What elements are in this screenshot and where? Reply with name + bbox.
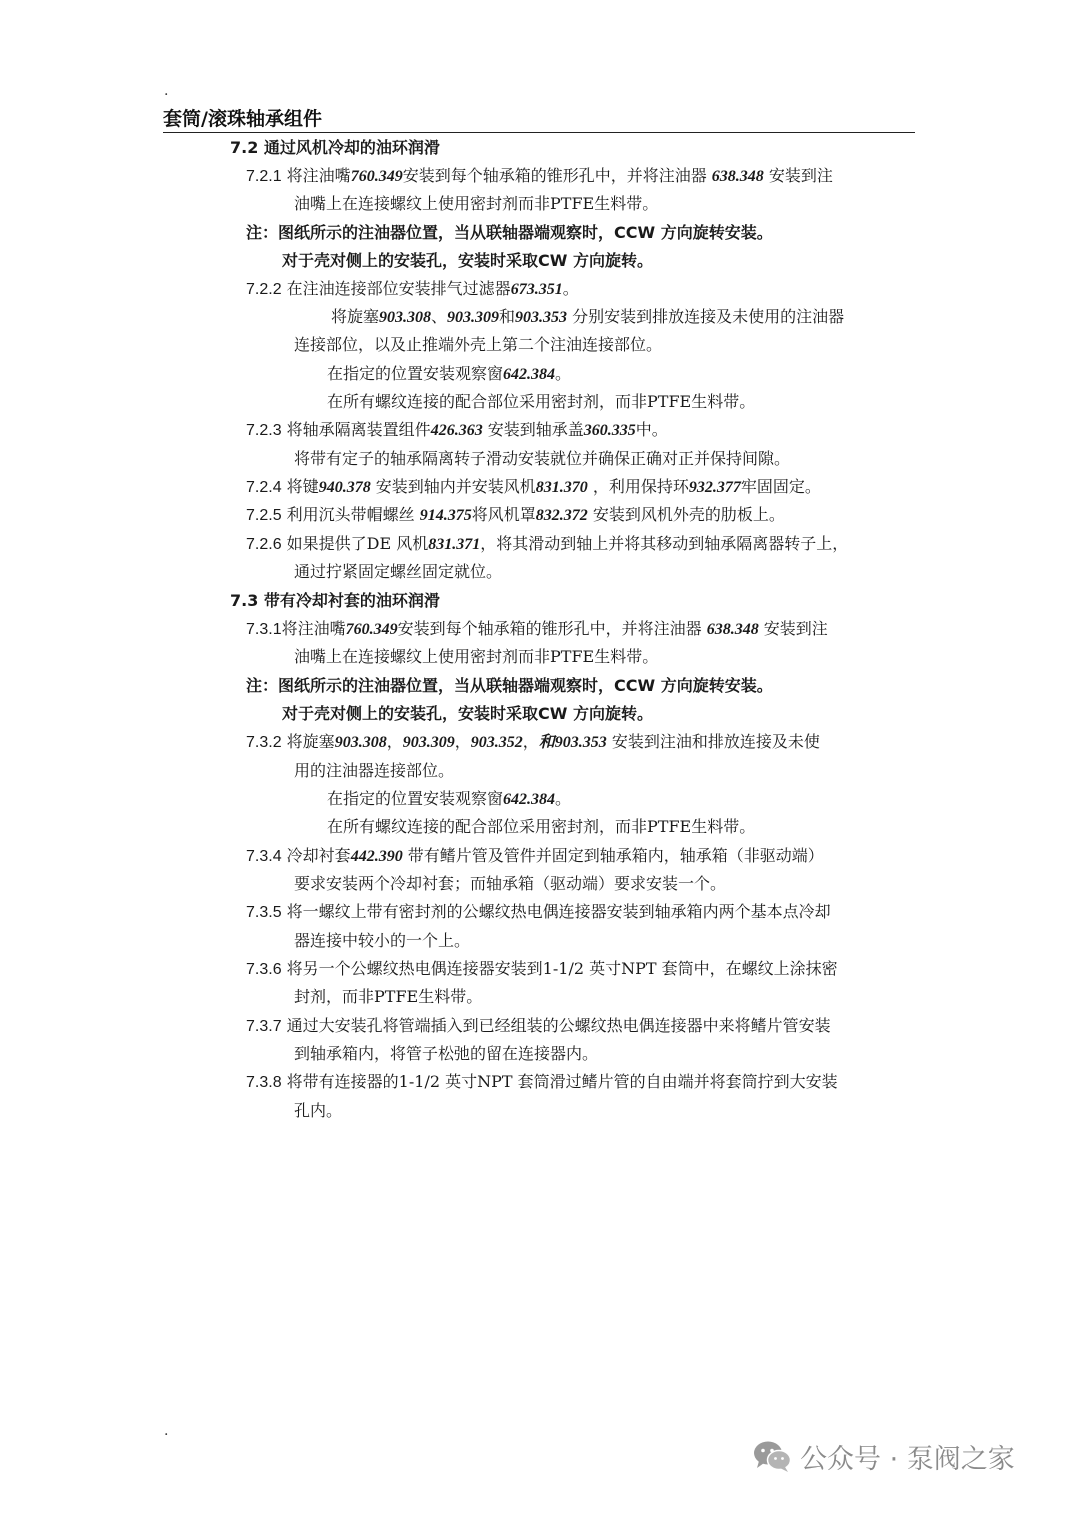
item-7-2-6-cont: 通过拧紧固定螺丝固定就位。 <box>294 562 503 581</box>
item-7-3-8-cont: 孔内。 <box>294 1101 343 1120</box>
item-7-2-3: 7.2.3 将轴承隔离装置组件426.363 安装到轴承盖360.335中。 <box>246 420 668 439</box>
top-mark: . <box>164 83 169 99</box>
item-7-2-2-sealant: 在所有螺纹连接的配合部位采用密封剂，而非PTFE生料带。 <box>327 392 756 411</box>
item-7-3-1: 7.3.1将注油嘴760.349安装到每个轴承箱的锥形孔中，并将注油器 638.348 安装到注 <box>246 619 828 638</box>
note-7-3-line1: 注：图纸所示的注油器位置，当从联轴器端观察时，CCW 方向旋转安装。 <box>246 676 773 695</box>
section-heading-7-2: 7.2 通过风机冷却的油环润滑 <box>230 138 440 157</box>
item-7-2-2-window: 在指定的位置安装观察窗642.384。 <box>327 364 572 383</box>
item-7-2-4: 7.2.4 将键940.378 安装到轴内并安装风机831.370 ，利用保持环932.377牢固固定。 <box>246 477 821 496</box>
item-7-3-6: 7.3.6 将另一个公螺纹热电偶连接器安装到1-1/2 英寸NPT 套筒中，在螺纹上涂抹密 <box>246 959 838 978</box>
page-header <box>163 106 915 133</box>
item-7-3-6-cont: 封剂，而非PTFE生料带。 <box>294 987 483 1006</box>
item-7-2-2-cont: 连接部位，以及止推端外壳上第二个注油连接部位。 <box>294 335 663 354</box>
note-7-3-line2: 对于壳对侧上的安装孔，安装时采取CW 方向旋转。 <box>282 704 653 723</box>
watermark-text: 公众号 · 泵阀之家 <box>800 1443 1015 1475</box>
bottom-mark: . <box>164 1423 169 1439</box>
item-7-2-3-cont: 将带有定子的轴承隔离转子滑动安装就位并确保正确对正并保持间隙。 <box>294 449 791 468</box>
item-7-2-1-cont: 油嘴上在连接螺纹上使用密封剂而非PTFE生料带。 <box>294 194 659 213</box>
item-7-3-4: 7.3.4 冷却衬套442.390 带有鳍片管及管件并固定到轴承箱内，轴承箱（非驱动端） <box>246 846 824 865</box>
watermark <box>752 1436 1015 1476</box>
item-7-3-2-cont: 用的注油器连接部位。 <box>294 761 455 780</box>
item-7-3-2: 7.3.2 将旋塞903.308，903.309，903.352，和903.353 安装到注油和排放连接及未使 <box>246 732 820 751</box>
item-7-3-1-cont: 油嘴上在连接螺纹上使用密封剂而非PTFE生料带。 <box>294 647 659 666</box>
note-7-2-line1: 注：图纸所示的注油器位置，当从联轴器端观察时，CCW 方向旋转安装。 <box>246 223 773 242</box>
item-7-3-7: 7.3.7 通过大安装孔将管端插入到已经组装的公螺纹热电偶连接器中来将鳍片管安装 <box>246 1016 831 1035</box>
item-7-3-4-cont: 要求安装两个冷却衬套；而轴承箱（驱动端）要求安装一个。 <box>294 874 727 893</box>
section-heading-7-3: 7.3 带有冷却衬套的油环润滑 <box>230 591 440 610</box>
item-7-3-2-sealant: 在所有螺纹连接的配合部位采用密封剂，而非PTFE生料带。 <box>327 817 756 836</box>
note-7-2-line2: 对于壳对侧上的安装孔，安装时采取CW 方向旋转。 <box>282 251 653 270</box>
item-7-2-1: 7.2.1 将注油嘴760.349安装到每个轴承箱的锥形孔中，并将注油器 638.348 安装到注 <box>246 166 833 185</box>
item-7-3-8: 7.3.8 将带有连接器的1-1/2 英寸NPT 套筒滑过鳍片管的自由端并将套筒拧到大安装 <box>246 1072 838 1091</box>
wechat-icon <box>752 1438 792 1474</box>
item-7-2-5: 7.2.5 利用沉头带帽螺丝 914.375将风机罩832.372 安装到风机外壳的肋板上。 <box>246 505 785 524</box>
header-title: 套筒/滚珠轴承组件 <box>163 108 322 130</box>
item-7-2-2: 7.2.2 在注油连接部位安装排气过滤器673.351。 <box>246 279 579 298</box>
item-7-3-2-window: 在指定的位置安装观察窗642.384。 <box>327 789 572 808</box>
item-7-2-6: 7.2.6 如果提供了DE 风机831.371，将其滑动到轴上并将其移动到轴承隔离器转子上， <box>246 534 849 553</box>
item-7-3-5-cont: 器连接中较小的一个上。 <box>294 931 471 950</box>
item-7-3-7-cont: 到轴承箱内，将管子松弛的留在连接器内。 <box>294 1044 599 1063</box>
item-7-3-5: 7.3.5 将一螺纹上带有密封剂的公螺纹热电偶连接器安装到轴承箱内两个基本点冷却 <box>246 902 831 921</box>
item-7-2-2-plugs: 将旋塞903.308、903.309和903.353 分别安装到排放连接及未使用的注油器 <box>331 307 845 326</box>
